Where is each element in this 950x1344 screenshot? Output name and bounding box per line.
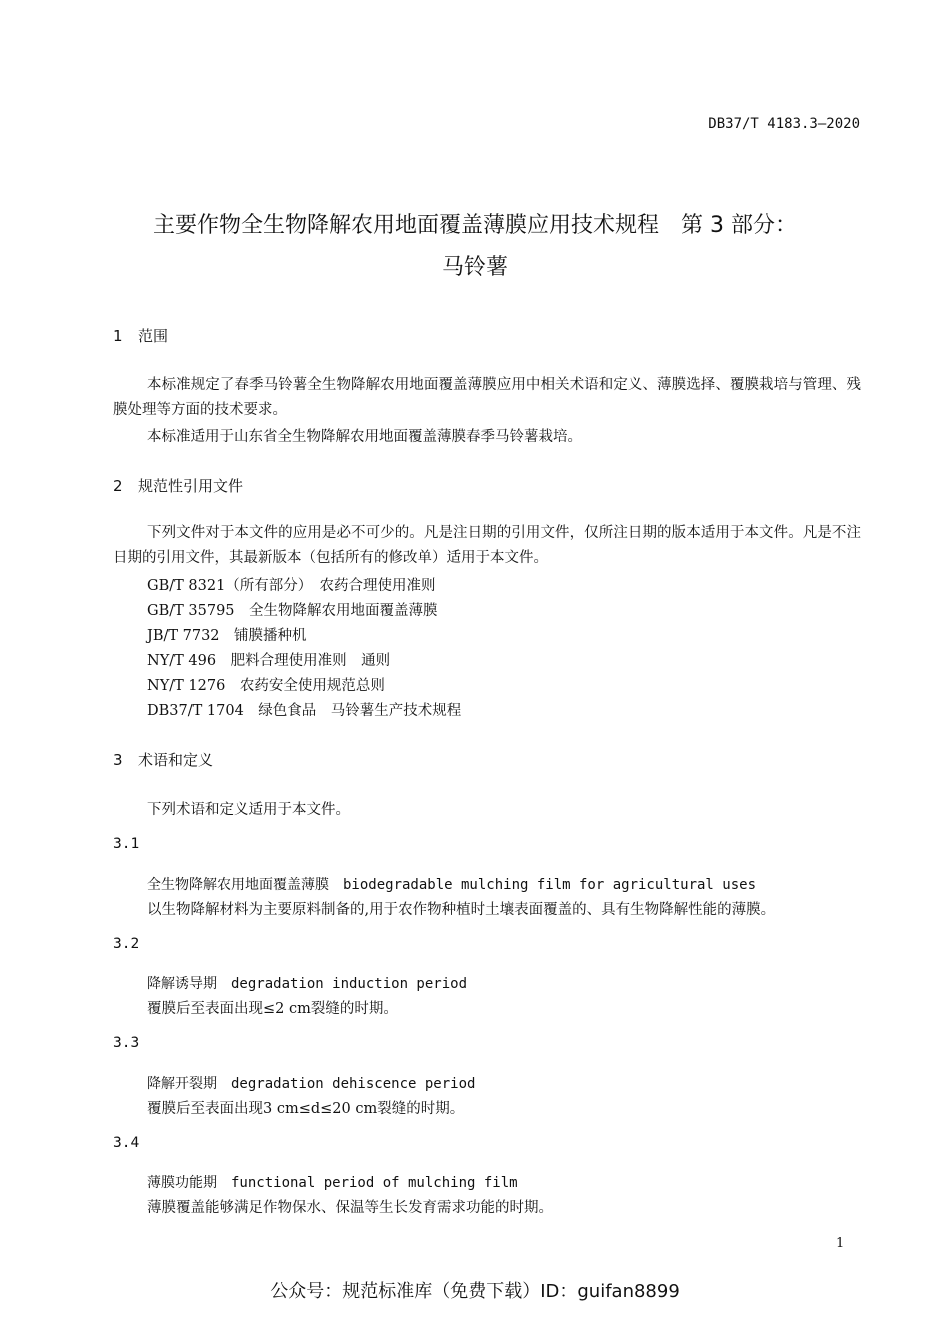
reference-item: JB/T 7732 铺膜播种机 bbox=[147, 628, 307, 644]
reference-item: NY/T 496 肥料合理使用准则 通则 bbox=[147, 653, 391, 669]
section-1-heading bbox=[113, 325, 168, 346]
document-title-line-1: 主要作物全生物降解农用地面覆盖薄膜应用技术规程 第 3 部分： bbox=[153, 213, 797, 238]
term-definition: 薄膜覆盖能够满足作物保水、保温等生长发育需求功能的时期。 bbox=[147, 1200, 553, 1216]
term-definition: 覆膜后至表面出现≤2 cm裂缝的时期。 bbox=[147, 1001, 398, 1017]
section-3-heading bbox=[113, 749, 213, 770]
term-english: biodegradable mulching film for agricultural uses bbox=[343, 877, 757, 893]
term-definition: 以生物降解材料为主要原料制备的,用于农作物种植时土壤表面覆盖的、具有生物降解性能的薄膜。 bbox=[147, 902, 776, 918]
term-number: 3.1 bbox=[113, 836, 140, 852]
section-number: 2 bbox=[113, 477, 123, 495]
page-number: 1 bbox=[836, 1236, 845, 1251]
section-1-paragraph-1: 本标准规定了春季马铃薯全生物降解农用地面覆盖薄膜应用中相关术语和定义、薄膜选择、覆膜栽培与管理、残膜处理等方面的技术要求。 bbox=[113, 377, 861, 418]
section-2-intro: 下列文件对于本文件的应用是必不可少的。凡是注日期的引用文件，仅所注日期的版本适用于本文件。凡是不注日期的引用文件，其最新版本（包括所有的修改单）适用于本文件。 bbox=[113, 525, 861, 566]
term-english: functional period of mulching film bbox=[231, 1175, 518, 1191]
section-3-intro: 下列术语和定义适用于本文件。 bbox=[147, 802, 350, 818]
reference-item: NY/T 1276 农药安全使用规范总则 bbox=[147, 678, 385, 694]
term-definition: 覆膜后至表面出现3 cm≤d≤20 cm裂缝的时期。 bbox=[147, 1101, 465, 1117]
term-chinese: 降解开裂期 bbox=[147, 1076, 217, 1092]
term-heading bbox=[147, 973, 467, 993]
document-title-line-2: 马铃薯 bbox=[441, 255, 508, 280]
standard-code: DB37/T 4183.3—2020 bbox=[708, 116, 860, 132]
term-chinese: 降解诱导期 bbox=[147, 976, 217, 992]
term-chinese: 全生物降解农用地面覆盖薄膜 bbox=[147, 877, 329, 893]
term-number: 3.3 bbox=[113, 1035, 140, 1051]
section-title: 术语和定义 bbox=[138, 751, 214, 769]
reference-item: GB/T 8321（所有部分） 农药合理使用准则 bbox=[147, 578, 436, 594]
term-heading bbox=[147, 1073, 475, 1093]
footer-watermark: 公众号：规范标准库（免费下载）ID：guifan8899 bbox=[270, 1281, 680, 1302]
term-heading bbox=[147, 1172, 518, 1192]
reference-item: GB/T 35795 全生物降解农用地面覆盖薄膜 bbox=[147, 603, 438, 619]
section-number: 1 bbox=[113, 327, 123, 345]
section-2-heading bbox=[113, 475, 243, 496]
term-chinese: 薄膜功能期 bbox=[147, 1175, 217, 1191]
section-1-paragraph-2: 本标准适用于山东省全生物降解农用地面覆盖薄膜春季马铃薯栽培。 bbox=[147, 429, 582, 445]
section-title: 规范性引用文件 bbox=[138, 477, 244, 495]
section-title: 范围 bbox=[138, 327, 169, 345]
section-number: 3 bbox=[113, 751, 123, 769]
term-heading bbox=[147, 874, 756, 894]
term-number: 3.2 bbox=[113, 936, 140, 952]
term-english: degradation dehiscence period bbox=[231, 1076, 476, 1092]
reference-item: DB37/T 1704 绿色食品 马铃薯生产技术规程 bbox=[147, 703, 462, 719]
term-english: degradation induction period bbox=[231, 976, 468, 992]
term-number: 3.4 bbox=[113, 1135, 140, 1151]
